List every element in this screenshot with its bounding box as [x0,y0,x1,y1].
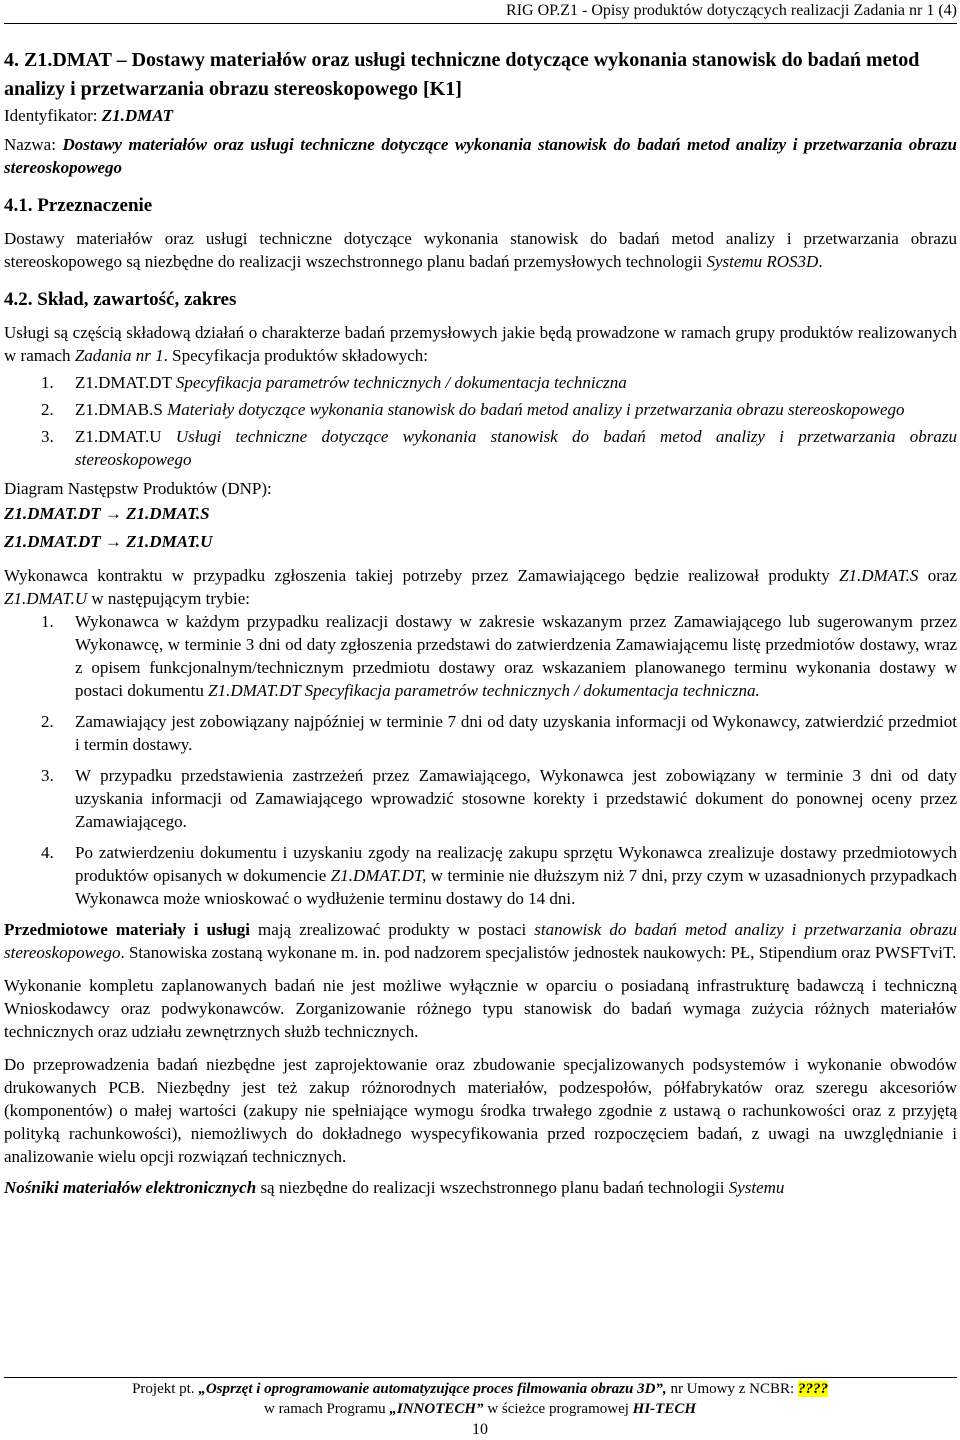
contractor-product-s: Z1.DMAT.S [839,566,919,585]
step-text: Wykonawca w każdym przypadku realizacji dostawy w zakresie wskazanym przez Zamawiającego lub sugerowanym przez Wykonawcę, w terminie 3 dni od daty zgłoszenia przedstawi do zatwierdzenia Zamawiającemu listę przedmiotów dostawy, wraz z opisem funkcjonalnym/technicznym przedmiotu dostawy oraz wskazaniem planowanego terminu wykonania dostawy w postaci dokumentu [75,612,957,700]
media-text: są niezbędne do realizacji wszechstronnego planu badań technologii [256,1178,729,1197]
dnp-label: Diagram Następstw Produktów (DNP): [4,479,272,498]
materials-text: mają zrealizować produkty w postaci [250,920,535,939]
purpose-text-end: . [818,252,823,271]
pcb-paragraph: Do przeprowadzenia badań niezbędne jest zaprojektowanie oraz zbudowanie specjalizowanych podsystemów i wykonanie obwodów drukowanych PCB. Niezbędny jest też zakup różnorodnych materiałów, podzespołów, półfabrykatów oraz szeregu akcesoriów (komponentów) o małej wartości (zakupy nie spełniające wymogu środka trwałego zgodnie z ustawą o rachunkowości oraz z przyjętą polityką rachunkowości), niemożliwych do dokładnego wyspecyfikowania przed rozpoczęciem badań, z uwagi na uwzględnianie i analizowanie wielu opcji rozwiązań technicznych. [4,1055,957,1166]
scope-intro [4,321,957,367]
identifier-value: Z1.DMAT [101,106,174,125]
name-line [4,133,957,179]
purpose-system-name: Systemu ROS3D [706,252,819,271]
name-value: Dostawy materiałów oraz usługi techniczne dotyczące wykonania stanowisk do badań metod analizy i przetwarzania obrazu stereoskopowego [4,135,957,177]
materials-italic: stanowisk do badań metod analizy i przetwarzania obrazu stereoskopowego [4,920,957,962]
scope-heading: 4.2. Skład, zawartość, zakres [4,289,237,310]
dnp-row [4,528,957,556]
list-item [4,398,957,421]
infrastructure-paragraph: Wykonanie kompletu zaplanowanych badań nie jest możliwe wyłącznie w oparciu o posiadaną infrastrukturę badawczą i techniczną Wnioskodawcy oraz podwykonawców. Zorganizowanie różnego typu stanowisk do badań wymaga zużycia różnych materiałów technicznych oraz udziału zewnętrznych służb technicznych. [4,976,957,1041]
materials-text-end: . Stanowiska zostaną wykonane m. in. pod nadzorem specjalistów jednostek naukowych: PŁ, Stipendium oraz PWSFTviT. [120,943,957,962]
list-item [4,764,957,833]
dnp-from: Z1.DMAT.DT [4,504,101,523]
footer-program-name: „INNOTECH” [389,1401,484,1417]
step-number: 2. [41,712,54,731]
list-item-number: 2. [41,400,54,419]
dnp-from: Z1.DMAT.DT [4,532,101,551]
dnp-row [4,500,957,528]
step-doc-ref: Z1.DMAT.DT, [330,866,427,885]
materials-paragraph [4,918,957,964]
footer-path-name: HI-TECH [632,1401,697,1417]
media-bold-italic: Nośniki materiałów elektronicznych [4,1178,257,1197]
product-list [4,371,957,471]
footer-line-1 [0,1379,960,1399]
step-doc-ref: Z1.DMAT.DT Specyfikacja parametrów technicznych / dokumentacja techniczna. [208,681,760,700]
footer-program-label: w ramach Programu [263,1401,390,1417]
list-item-number: 1. [41,373,54,392]
purpose-paragraph [4,227,957,273]
page-footer [0,1379,960,1419]
contractor-text-end: w następującym trybie: [87,589,250,608]
materials-bold: Przedmiotowe materiały i usługi [4,920,251,939]
footer-project-title: „Osprzęt i oprogramowanie automatyzujące proces filmowania obrazu 3D”, [198,1381,667,1397]
arrow-icon: → [100,504,127,523]
name-label: Nazwa: [4,135,63,154]
identifier-label: Identyfikator: [4,106,102,125]
footer-project-label: Projekt pt. [132,1381,199,1397]
list-item-code: Z1.DMAB.S [75,400,168,419]
header-rule [4,23,957,24]
list-item-desc: Materiały dotyczące wykonania stanowisk do badań metod analizy i przetwarzania obrazu stereoskopowego [167,400,905,419]
list-item-number: 3. [41,427,54,446]
list-item [4,371,957,394]
contractor-text: Wykonawca kontraktu w przypadku zgłoszenia takiej potrzeby przez Zamawiającego będzie realizował produkty [4,566,840,585]
step-number: 1. [41,612,54,631]
dnp-to: Z1.DMAT.U [126,532,213,551]
footer-rule [4,1377,957,1378]
list-item [4,710,957,756]
footer-line-2 [0,1399,960,1419]
procedure-steps [4,610,957,910]
footer-contract-number: ???? [797,1381,828,1397]
arrow-icon: → [100,532,127,551]
contractor-product-u: Z1.DMAT.U [4,589,88,608]
list-item [4,841,957,910]
list-item [4,425,957,471]
step-text: Po zatwierdzeniu dokumentu i uzyskaniu zgody na realizację zakupu sprzętu Wykonawca zrealizuje dostawy przedmiotowych produktów opisanych w dokumencie [75,843,957,885]
scope-intro-end: . Specyfikacja produktów składowych: [163,346,428,365]
list-item-code: Z1.DMAT.U [75,427,176,446]
scope-intro-text: Usługi są częścią składową działań o charakterze badań przemysłowych jakie będą prowadzone w ramach grupy produktów realizowanych w ramach [4,323,957,365]
list-item-code: Z1.DMAT.DT [75,373,176,392]
page-number: 10 [472,1421,488,1438]
list-item-desc: Usługi techniczne dotyczące wykonania stanowisk do badań metod analizy i przetwarzania obrazu stereoskopowego [75,427,957,469]
step-text: Zamawiający jest zobowiązany najpóźniej w terminie 7 dni od daty uzyskania informacji od Wykonawcy, zatwierdzić przedmiot i termin dostawy. [75,712,957,754]
footer-path-label: w ścieżce programowej [483,1401,633,1417]
step-number: 3. [41,766,54,785]
step-number: 4. [41,843,54,862]
purpose-heading: 4.1. Przeznaczenie [4,195,153,216]
scope-intro-task: Zadania nr 1 [74,346,164,365]
step-text-end: w terminie nie dłuższym niż 7 dni, przy czym w uzasadnionych przypadkach Wykonawca może wnioskować o wydłużenie terminu dostawy do 14 dni. [75,866,957,908]
page-content [4,46,957,1199]
media-italic: Systemu [728,1178,785,1197]
step-text: W przypadku przedstawienia zastrzeżeń przez Zamawiającego, Wykonawca jest zobowiązany w terminie 3 dni od daty uzyskania informacji od Zamawiającego wprowadzić stosowne korekty i przedstawić dokument do ponownej oceny przez Zamawiającego. [75,766,957,831]
list-item [4,610,957,702]
contractor-and: oraz [918,566,957,585]
contractor-paragraph [4,564,957,610]
media-paragraph [4,1176,957,1199]
footer-contract-label: nr Umowy z NCBR: [666,1381,798,1397]
list-item-desc: Specyfikacja parametrów technicznych / dokumentacja techniczna [175,373,627,392]
section-heading: 4. Z1.DMAT – Dostawy materiałów oraz usługi techniczne dotyczące wykonania stanowisk do badań metod analizy i przetwarzania obrazu stereoskopowego [K1] [4,49,920,100]
dnp-to: Z1.DMAT.S [126,504,210,523]
identifier-line [4,104,957,127]
running-header: RIG OP.Z1 - Opisy produktów dotyczących realizacji Zadania nr 1 (4) [506,2,957,19]
purpose-text: Dostawy materiałów oraz usługi techniczne dotyczące wykonania stanowisk do badań metod analizy i przetwarzania obrazu stereoskopowego są niezbędne do realizacji wszechstronnego planu badań przemysłowych technologii [4,229,957,271]
